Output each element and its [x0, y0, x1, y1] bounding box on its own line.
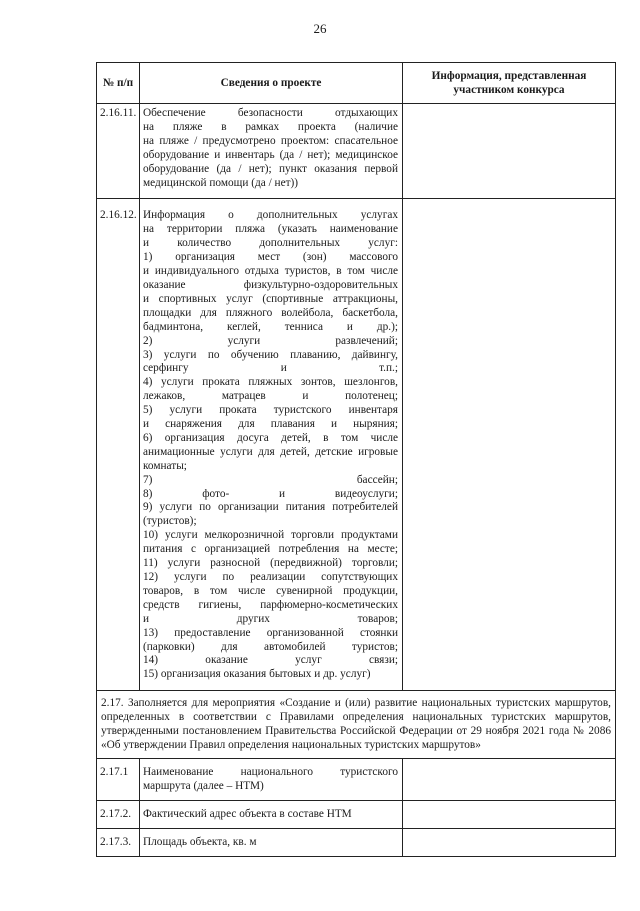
header-project-info: Сведения о проекте	[140, 63, 403, 104]
description-line: оборудование и инвентарь (да / нет); медицинское	[143, 148, 398, 161]
description-line: 2) услуги развлечений;	[143, 334, 398, 347]
description-line: 6) организация досуга детей, в том числе	[143, 431, 398, 444]
description-line: Информация о дополнительных услугах	[143, 209, 398, 222]
project-info-table	[96, 62, 616, 857]
description-line: серфингу и т.п.;	[143, 362, 398, 375]
row-number: 2.17.3.	[97, 828, 140, 856]
description-line: медицинской помощи (да / нет))	[143, 176, 299, 189]
participant-info-cell[interactable]	[403, 828, 616, 856]
table-row	[97, 758, 616, 800]
description-line: и индивидуального отдыха туристов, в том числе	[143, 265, 398, 278]
description-line: лежаков, матрацев и полотенец;	[143, 390, 398, 403]
description-line: маршрута (далее – НТМ)	[143, 779, 264, 792]
description-line: на пляже / предусмотрено проектом: спасательное	[143, 134, 398, 147]
header-participant-info: Информация, представленная участником конкурса	[403, 63, 616, 104]
description-line: (туристов);	[143, 515, 197, 528]
description-line: 1) организация мест (зон) массового	[143, 251, 398, 264]
description-line: и спортивных услуг (спортивные аттракционы,	[143, 292, 398, 305]
description-line: 15) организация оказания бытовых и др. услуг)	[143, 668, 371, 681]
row-description	[140, 828, 403, 856]
table-body-2-17-note	[97, 691, 616, 759]
description-line: питания с организацией потребления на месте;	[143, 543, 398, 556]
description-line: 7) бассейн;	[143, 473, 398, 486]
description-line: 10) услуги мелкорозничной торговли продуктами	[143, 529, 398, 542]
description-line: Наименование национального туристского	[143, 765, 398, 778]
row-description	[140, 104, 403, 199]
section-note-row	[97, 691, 616, 759]
description-line: анимационные услуги для детей, детские игровые	[143, 445, 398, 458]
description-line: 13) предоставление организованной стоянки	[143, 626, 398, 639]
row-description	[140, 758, 403, 800]
description-line: и других товаров;	[143, 612, 398, 625]
row-number: 2.17.1	[97, 758, 140, 800]
description-line: 8) фото- и видеоуслуги;	[143, 487, 398, 500]
description-line: оказание физкультурно-оздоровительных	[143, 278, 398, 291]
header-num: № п/п	[97, 63, 140, 104]
description-line: 9) услуги по организации питания потребителей	[143, 501, 398, 514]
description-line: площадки для пляжного волейбола, баскетбола,	[143, 306, 398, 319]
description-line: Фактический адрес объекта в составе НТМ	[143, 807, 352, 820]
description-line: 4) услуги проката пляжных зонтов, шезлонгов,	[143, 376, 398, 389]
description-line: Площадь объекта, кв. м	[143, 835, 257, 848]
table-row	[97, 828, 616, 856]
description-line: Обеспечение безопасности отдыхающих	[143, 107, 398, 119]
description-line: средств гигиены, парфюмерно-косметических	[143, 598, 398, 611]
description-line: и количество дополнительных услуг:	[143, 237, 398, 250]
description-line: (парковки) для автомобилей туристов;	[143, 640, 398, 653]
description-line: 12) услуги по реализации сопутствующих	[143, 571, 398, 583]
participant-info-cell[interactable]	[403, 800, 616, 828]
participant-info-cell[interactable]	[403, 104, 616, 199]
description-line: 5) услуги проката туристского инвентаря	[143, 404, 398, 417]
description-line: товаров, в том числе сувенирной продукции,	[143, 584, 398, 597]
table-body-2-16	[97, 104, 616, 691]
description-line: 11) услуги разносной (передвижной) торговли;	[143, 557, 398, 570]
section-note: 2.17. Заполняется для мероприятия «Создание и (или) развитие национальных туристских маршрутов, определенных в соответствии с Правилами определения национальных туристских маршрутов, утвержденными постановлением Правительства Российской Федерации от 29 ноября 2021 года № 2086 «Об утверждении Правил определения национальных туристских маршрутов»	[97, 691, 616, 759]
row-number: 2.17.2.	[97, 800, 140, 828]
table-body-2-17	[97, 758, 616, 856]
page-number: 26	[313, 21, 327, 36]
row-number: 2.16.11.	[97, 104, 140, 199]
description-line: и снаряжения для плавания и ныряния;	[143, 418, 398, 431]
row-description	[140, 800, 403, 828]
description-line: на территории пляжа (указать наименование	[143, 223, 398, 236]
description-line: комнаты;	[143, 459, 187, 472]
table-header-row	[97, 63, 616, 104]
table-row	[97, 199, 616, 691]
table-row	[97, 800, 616, 828]
description-line: на пляже в рамках проекта (наличие	[143, 120, 398, 133]
row-number: 2.16.12.	[97, 199, 140, 691]
description-line: 14) оказание услуг связи;	[143, 654, 398, 667]
description-line: бадминтона, кеглей, тенниса и др.);	[143, 320, 398, 333]
description-line: 3) услуги по обучению плаванию, дайвингу,	[143, 348, 398, 361]
participant-info-cell[interactable]	[403, 199, 616, 691]
participant-info-cell[interactable]	[403, 758, 616, 800]
row-description	[140, 199, 403, 691]
table-row	[97, 104, 616, 199]
description-line: оборудование (да / нет); пункт оказания первой	[143, 162, 398, 175]
